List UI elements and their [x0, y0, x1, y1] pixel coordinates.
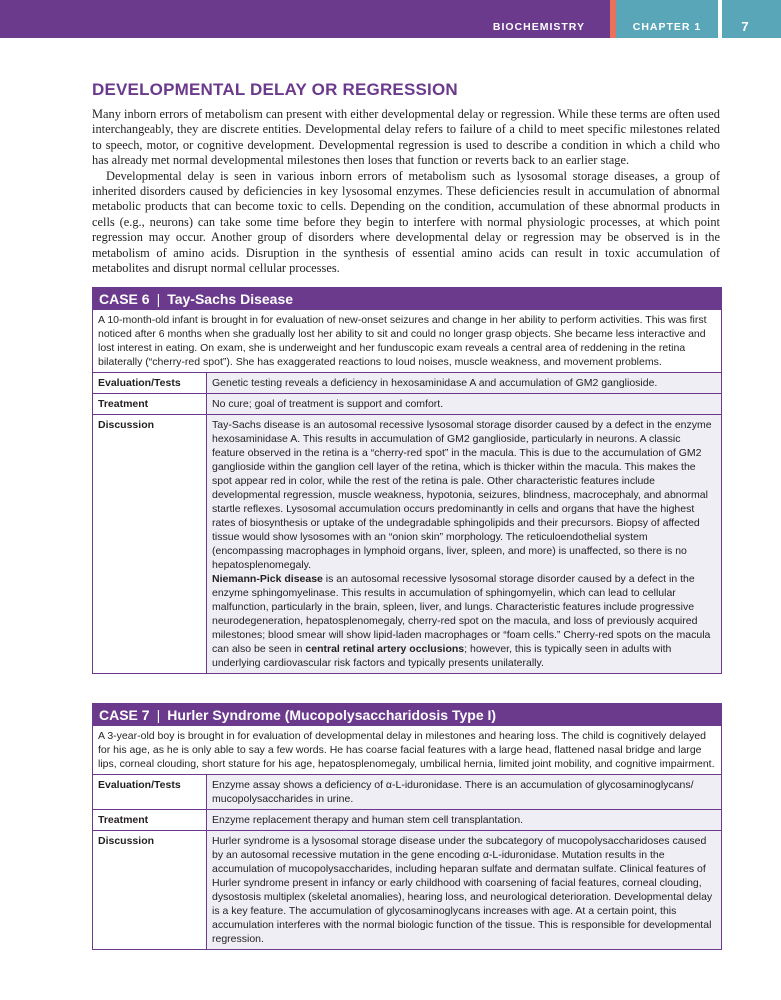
case-7-description: A 3-year-old boy is brought in for evaluation of developmental delay in milestones and hearing loss. The child is cognitively delayed for his age, as he is only able to say a few words. He has coarse facial features with a large head, flattened nasal bridge and large lips, corneal clouding, short stature for his age, hepatosplenomegaly, umbilical hernia, limited joint mobility, and cognitive impairment.: [93, 726, 721, 775]
case-7-treatment: Enzyme replacement therapy and human stem cell transplantation.: [207, 810, 722, 831]
discussion-text: is an autosomal recessive lysosomal storage disorder caused by a defect in the enzyme sphingomyelinase. This results in accumulation of sphingomyelin, which can lead to cellular malfunction, particularly in the brain, spleen, liver, and lungs. Characteristic features include progressive neurodegeneration, hepatosplenomegaly, cherry-red spot on the macula, and loss of previously acquired milestones; blood smear will show lipid-laden macrophages or “foam cells.” Cherry-red spots on the macula can also be seen in: [212, 573, 711, 655]
case-7-number: CASE 7: [99, 707, 150, 723]
table-row: [93, 415, 721, 674]
niemann-pick-term: Niemann-Pick disease: [212, 573, 323, 585]
case-7-discussion: Hurler syndrome is a lysosomal storage disease under the subcategory of mucopolysaccharidoses caused by an autosomal recessive mutation in the gene encoding α-L-iduronidase. Mutation results in the accumulation of mucopolysaccharides, including heparan sulfate and dermatan sulfate. Clinical features of Hurler syndrome present in infancy or early childhood with coarsening of facial features, corneal clouding, dysostosis multiplex (skeletal anomalies), hearing loss, and neurological deterioration. Developmental delay is a key feature. The accumulation of glycosaminoglycans increases with age. At a certain point, this accumulation interferes with the normal biologic function of the tissue. This is responsible for developmental regression.: [207, 831, 722, 950]
table-row: [93, 810, 721, 831]
discussion-text: ; however, this is typically seen in adults with underlying cardiovascular risk factors and typically presents unilaterally.: [212, 643, 672, 669]
case-7-table: [93, 775, 721, 949]
case-6-title: Tay-Sachs Disease: [167, 291, 294, 307]
chapter-tab: [616, 0, 718, 38]
case-6-treatment-label: Treatment: [93, 394, 207, 415]
case-6-discussion-label: Discussion: [93, 415, 207, 674]
case-6-evaluation-label: Evaluation/Tests: [93, 373, 207, 394]
crao-term: central retinal artery occlusions: [305, 643, 465, 655]
case-7-title: Hurler Syndrome (Mucopolysaccharidosis Type I): [167, 707, 497, 723]
case-6-treatment: No cure; goal of treatment is support and comfort.: [207, 394, 722, 415]
case-7-discussion-label: Discussion: [93, 831, 207, 950]
case-6-header: [93, 288, 721, 310]
case-7-evaluation-label: Evaluation/Tests: [93, 775, 207, 810]
table-row: [93, 775, 721, 810]
intro-paragraph-2: Developmental delay is seen in various inborn errors of metabolism such as lysosomal storage diseases, a group of inherited disorders caused by deficiencies in key lysosomal enzymes. These deficiencies result in accumulation of abnormal metabolic products that can become toxic to cells. Depending on the condition, accumulation of these abnormal products in cells (e.g., neurons) can take some time before they begin to interfere with normal physiologic processes, at which point regression may occur. Another group of disorders where developmental delay or regression may be observed is in the metabolism of amino acids. Disruption in the synthesis of essential amino acids can result in toxic accumulation of metabolites and disrupt normal cellular processes.: [92, 168, 720, 276]
table-row: [93, 373, 721, 394]
intro-paragraph-1: Many inborn errors of metabolism can present with either developmental delay or regression. While these terms are often used interchangeably, they are discrete entities. Developmental delay refers to failure of a child to meet specific milestones related to speech, motor, or cognitive development. Developmental regression is used to describe a condition in which a child who has already met normal developmental milestones then loses that function or reverts back to an earlier stage.: [92, 107, 720, 168]
table-row: [93, 394, 721, 415]
page-header-bar: [0, 0, 781, 38]
case-7-box: [92, 703, 722, 950]
table-row: [93, 831, 721, 950]
page-number-tab: [722, 0, 781, 38]
case-6-evaluation: Genetic testing reveals a deficiency in hexosaminidase A and accumulation of GM2 ganglioside.: [207, 373, 722, 394]
case-6-box: [92, 287, 722, 674]
case-6-discussion: [207, 415, 722, 674]
case-6-separator: |: [156, 291, 161, 307]
case-6-table: [93, 373, 721, 673]
page-number: 7: [741, 19, 749, 34]
case-6-discussion-paragraph-2: [212, 572, 716, 670]
case-6-discussion-paragraph-1: Tay-Sachs disease is an autosomal recessive lysosomal storage disorder caused by a defect in the enzyme hexosaminidase A. This results in accumulation of GM2 ganglioside, particularly in neurons. A classic feature observed in the retina is a “cherry-red spot” in the macula. This is due to the accumulation of GM2 ganglioside within the ganglion cell layer of the retina, which is thicker within the macula. This makes the spot appear red in color, while the rest of the retina is pale. Other characteristic features include developmental regression, muscle weakness, hypotonia, seizures, blindness, macrocephaly, and abnormal startle reflexes. Lysosomal accumulation occurs predominantly in cells and organs that have the highest rates of biosynthesis or uptake of the undegradable sphingolipids and their precursors. Biopsy of affected tissue would show lysosomes with an “onion skin” morphology. The reticuloendothelial system (encompassing macrophages in lymphoid organs, liver, spleen, and more) is unaffected, so there is no hepatosplenomegaly.: [212, 419, 712, 571]
case-6-number: CASE 6: [99, 291, 150, 307]
case-7-evaluation: Enzyme assay shows a deficiency of α-L-iduronidase. There is an accumulation of glycosaminoglycans/ mucopolysaccharides in urine.: [207, 775, 722, 810]
intro-text: [92, 107, 720, 276]
running-head-chapter: CHAPTER 1: [632, 21, 702, 33]
case-7-separator: |: [156, 707, 161, 723]
case-7-header: [93, 704, 721, 726]
case-7-treatment-label: Treatment: [93, 810, 207, 831]
running-head-subject: BIOCHEMISTRY: [492, 21, 585, 33]
section-title: DEVELOPMENTAL DELAY OR REGRESSION: [92, 80, 458, 99]
case-6-description: A 10-month-old infant is brought in for evaluation of new-onset seizures and change in her ability to perform activities. This was first noticed after 6 months when she gradually lost her ability to sit and could no longer grasp objects. She became less interactive and lost interest in eating. On exam, she is underweight and her funduscopic exam reveals a central area of reddening in the retina bilaterally (“cherry-red spot”). She has exaggerated reactions to loud noises, muscle weakness, and movement problems.: [93, 310, 721, 373]
